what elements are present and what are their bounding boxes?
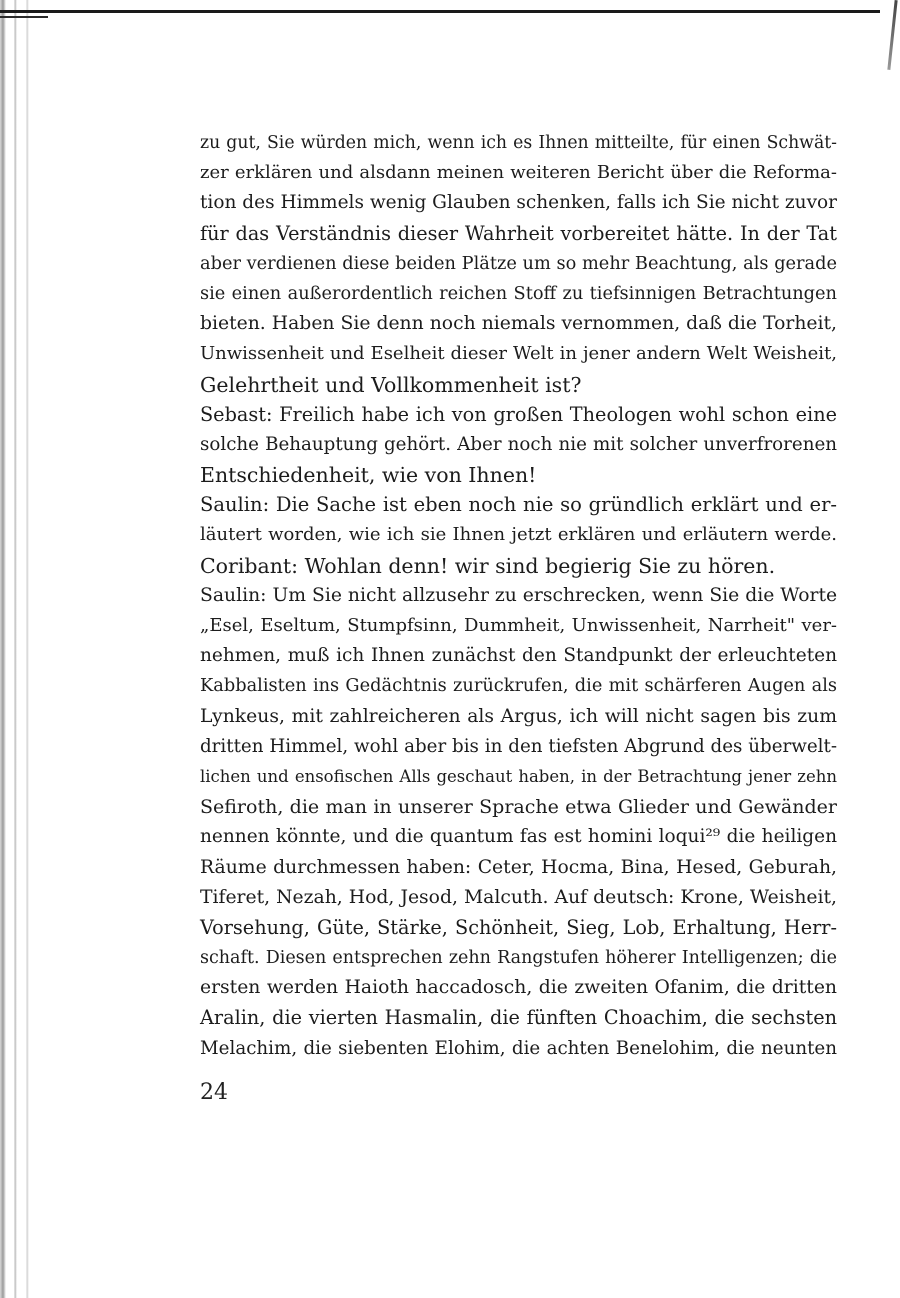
text-line: Sebast: Freilich habe ich von großen Theologen wohl schon eine: [200, 402, 837, 426]
text-line: Aralin, die vierten Hasmalin, die fünften Choachim, die sechsten: [200, 1006, 837, 1030]
scan-mark: [887, 0, 897, 70]
text-line: tion des Himmels wenig Glauben schenken, falls ich Sie nicht zuvor: [200, 192, 837, 214]
top-rule-short: [0, 16, 48, 18]
text-line: aber verdienen diese beiden Plätze um so mehr Beachtung, als gerade: [200, 253, 837, 274]
binding-edge: [0, 0, 40, 1298]
text-line: Sefiroth, die man in unserer Sprache etwa Glieder und Gewänder: [200, 796, 837, 819]
text-line: nehmen, muß ich Ihnen zunächst den Standpunkt der erleuchteten: [200, 645, 837, 667]
text-line: Kabbalisten ins Gedächtnis zurückrufen, die mit schärferen Augen als: [200, 676, 837, 697]
text-line: nennen könnte, und die quantum fas est homini loqui²⁹ die heiligen: [200, 826, 837, 848]
text-line: „Esel, Eseltum, Stumpfsinn, Dummheit, Unwissenheit, Narrheit" ver-: [200, 615, 837, 636]
text-line: Vorsehung, Güte, Stärke, Schönheit, Sieg, Lob, Erhaltung, Herr-: [200, 915, 837, 939]
text-line: für das Verständnis dieser Wahrheit vorbereitet hätte. In der Tat: [200, 221, 837, 245]
top-rule: [0, 10, 880, 13]
text-line: ersten werden Haioth haccadosch, die zweiten Ofanim, die dritten: [200, 977, 837, 999]
text-line: sie einen außerordentlich reichen Stoff zu tiefsinnigen Betrachtungen: [200, 283, 837, 304]
text-line: schaft. Diesen entsprechen zehn Rangstufen höherer Intelligenzen; die: [200, 948, 837, 969]
text-line: Tiferet, Nezah, Hod, Jesod, Malcuth. Auf deutsch: Krone, Weisheit,: [200, 886, 837, 908]
text-line: zu gut, Sie würden mich, wenn ich es Ihnen mitteilte, für einen Schwät-: [200, 133, 837, 153]
page-body: [200, 128, 837, 1064]
text-line: Räume durchmessen haben: Ceter, Hocma, Bina, Hesed, Geburah,: [200, 856, 837, 878]
text-line: solche Behauptung gehört. Aber noch nie mit solcher unverfrorenen: [200, 433, 837, 455]
text-line: Unwissenheit und Eselheit dieser Welt in jener andern Welt Weisheit,: [200, 343, 837, 365]
text-line: Lynkeus, mit zahlreicheren als Argus, ich will nicht sagen bis zum: [200, 705, 837, 727]
text-line: bieten. Haben Sie denn noch niemals vernommen, daß die Torheit,: [200, 313, 837, 335]
text-line: dritten Himmel, wohl aber bis in den tiefsten Abgrund des überwelt-: [200, 735, 837, 757]
text-line: Saulin: Die Sache ist eben noch nie so gründlich erklärt und er-: [200, 493, 837, 517]
page-number: 24: [200, 1080, 228, 1105]
text-line: läutert worden, wie ich sie Ihnen jetzt erklären und erläutern werde.: [200, 524, 837, 546]
text-line: Saulin: Um Sie nicht allzusehr zu erschrecken, wenn Sie die Worte: [200, 584, 838, 606]
text-line: Coribant: Wohlan denn! wir sind begierig Sie zu hören.: [200, 553, 776, 578]
text-line: Entschiedenheit, wie von Ihnen!: [200, 463, 537, 488]
text-line: lichen und ensofischen Alls geschaut haben, in der Betrachtung jener zehn: [200, 766, 837, 786]
text-line: Gelehrtheit und Vollkommenheit ist?: [200, 372, 582, 397]
text-line: zer erklären und alsdann meinen weiteren Bericht über die Reforma-: [200, 162, 837, 184]
text-line: Melachim, die siebenten Elohim, die achten Benelohim, die neunten: [200, 1037, 837, 1059]
